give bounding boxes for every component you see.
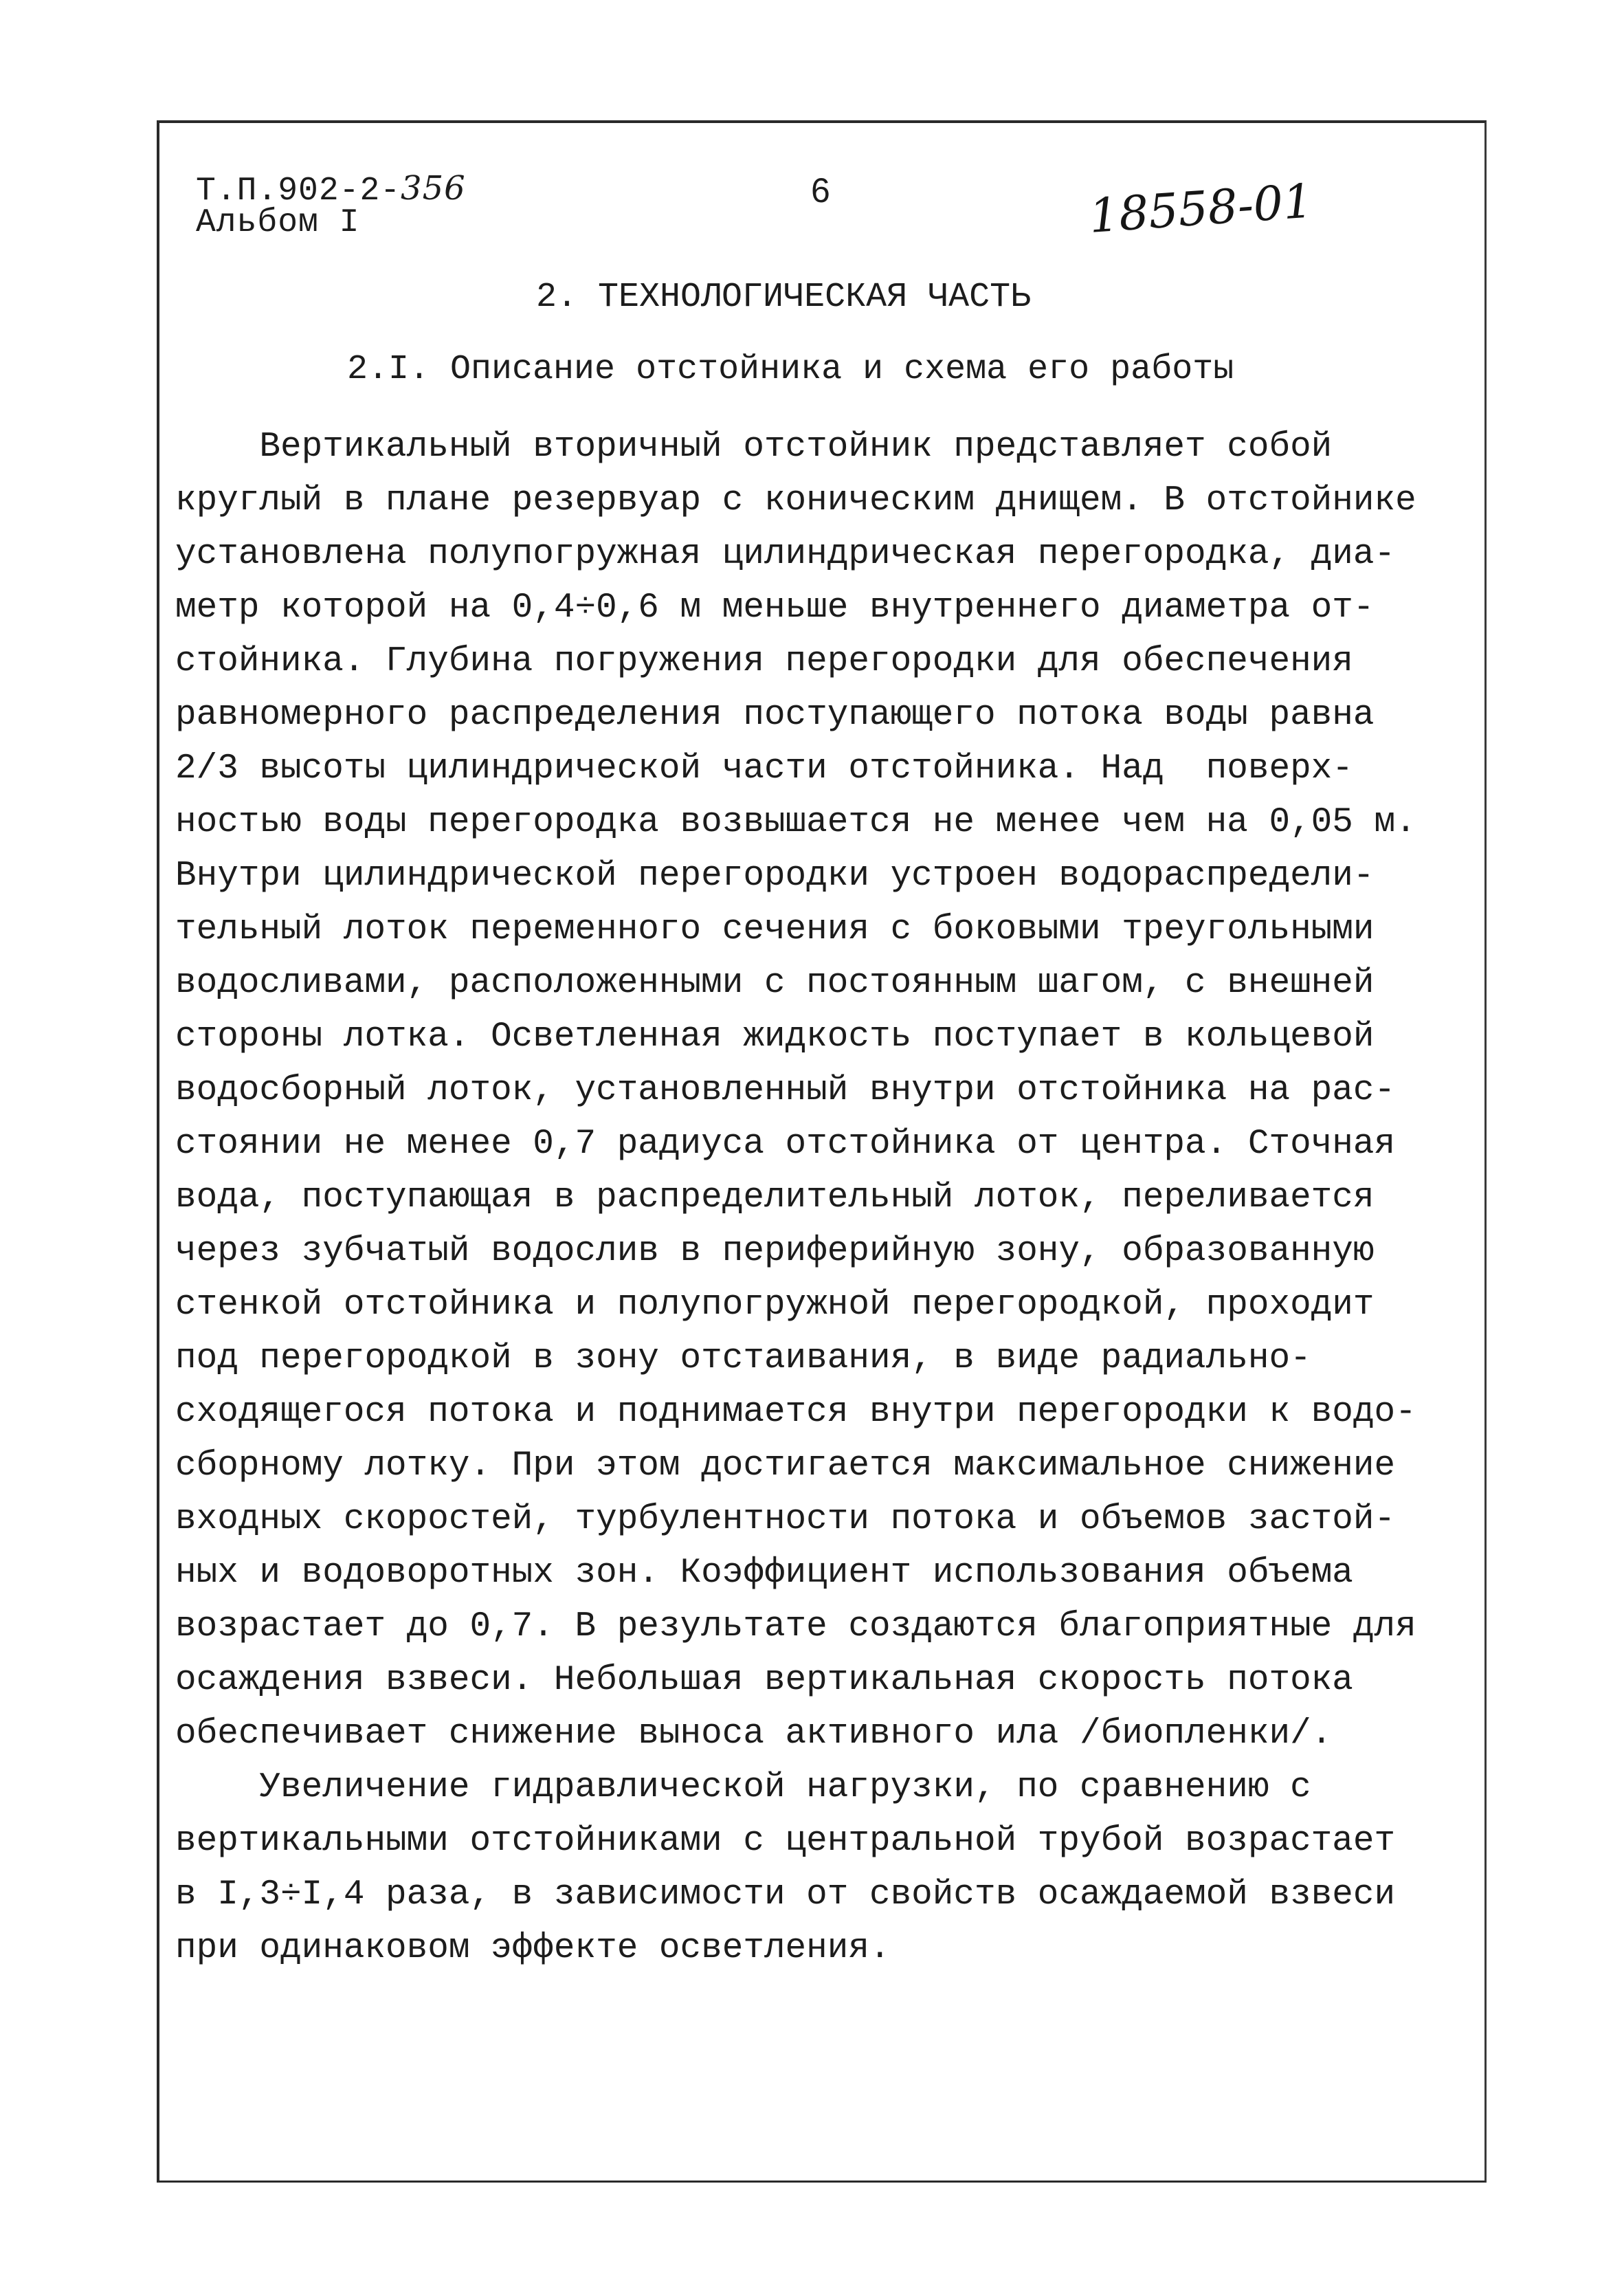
paragraph-line: водосливами, расположенными с постоянным шагом, с внешней xyxy=(175,964,1375,1003)
section-title: 2. ТЕХНОЛОГИЧЕСКАЯ ЧАСТЬ xyxy=(536,278,1032,317)
paragraph-line: 2/3 высоты цилиндрической части отстойника. Над поверх- xyxy=(175,749,1353,788)
subsection-title: 2.I. Описание отстойника и схема его работы xyxy=(347,350,1234,389)
album-label: Альбом I xyxy=(196,204,360,241)
paragraph-line: Внутри цилиндрической перегородки устроен водораспредели- xyxy=(175,857,1375,896)
paragraph-line: вода, поступающая в распределительный лоток, переливается xyxy=(175,1178,1375,1217)
paragraph-line: равномерного распределения поступающего потока воды равна xyxy=(175,696,1375,735)
paragraph-line: обеспечивает снижение выноса активного ила /биопленки/. xyxy=(175,1714,1333,1754)
paragraph-line: под перегородкой в зону отстаивания, в виде радиально- xyxy=(175,1339,1311,1378)
paragraph-line: стороны лотка. Осветленная жидкость поступает в кольцевой xyxy=(175,1017,1375,1057)
paragraph-line: осаждения взвеси. Небольшая вертикальная скорость потока xyxy=(175,1661,1353,1700)
paragraph-line: ных и водоворотных зон. Коэффициент использования объема xyxy=(175,1554,1353,1593)
paragraph-line: сборному лотку. При этом достигается максимальное снижение xyxy=(175,1446,1396,1486)
paragraph-line: через зубчатый водослив в периферийную зону, образованную xyxy=(175,1232,1375,1271)
paragraph-line: при одинаковом эффекте осветления. xyxy=(175,1929,891,1968)
paragraph-line: входных скоростей, турбулентности потока и объемов застой- xyxy=(175,1500,1396,1539)
paragraph-line: стойника. Глубина погружения перегородки для обеспечения xyxy=(175,642,1353,681)
paragraph-line: Увеличение гидравлической нагрузки, по сравнению с xyxy=(175,1768,1311,1807)
project-code-printed: Т.П.902-2- xyxy=(196,173,401,210)
handwritten-stamp: 18558-01 xyxy=(1087,174,1315,244)
paragraph-line: круглый в плане резервуар с коническим днищем. В отстойнике xyxy=(175,481,1416,520)
paragraph-line: возрастает до 0,7. В результате создаются благоприятные для xyxy=(175,1607,1416,1646)
paragraph-line: метр которой на 0,4÷0,6 м меньше внутреннего диаметра от- xyxy=(175,588,1375,628)
paragraph-line: ностью воды перегородка возвышается не менее чем на 0,05 м. xyxy=(175,803,1416,842)
paragraph-line: установлена полупогружная цилиндрическая перегородка, диа- xyxy=(175,535,1396,574)
project-code xyxy=(196,169,466,210)
paragraph-line: Вертикальный вторичный отстойник представляет собой xyxy=(175,428,1333,467)
paragraph-line: вертикальными отстойниками с центральной трубой возрастает xyxy=(175,1822,1396,1861)
paragraph-line: стенкой отстойника и полупогружной перегородкой, проходит xyxy=(175,1285,1375,1325)
paragraph-line: тельный лоток переменного сечения с боковыми треугольными xyxy=(175,910,1375,949)
paragraph-line: сходящегося потока и поднимается внутри перегородки к водо- xyxy=(175,1393,1416,1432)
paragraph-line: в I,3÷I,4 раза, в зависимости от свойств осаждаемой взвеси xyxy=(175,1875,1396,1914)
paragraph-line: стоянии не менее 0,7 радиуса отстойника от центра. Сточная xyxy=(175,1125,1396,1164)
page-number: 6 xyxy=(811,171,830,210)
paragraph-line: водосборный лоток, установленный внутри отстойника на рас- xyxy=(175,1071,1396,1110)
project-code-handwritten: 356 xyxy=(401,169,466,208)
